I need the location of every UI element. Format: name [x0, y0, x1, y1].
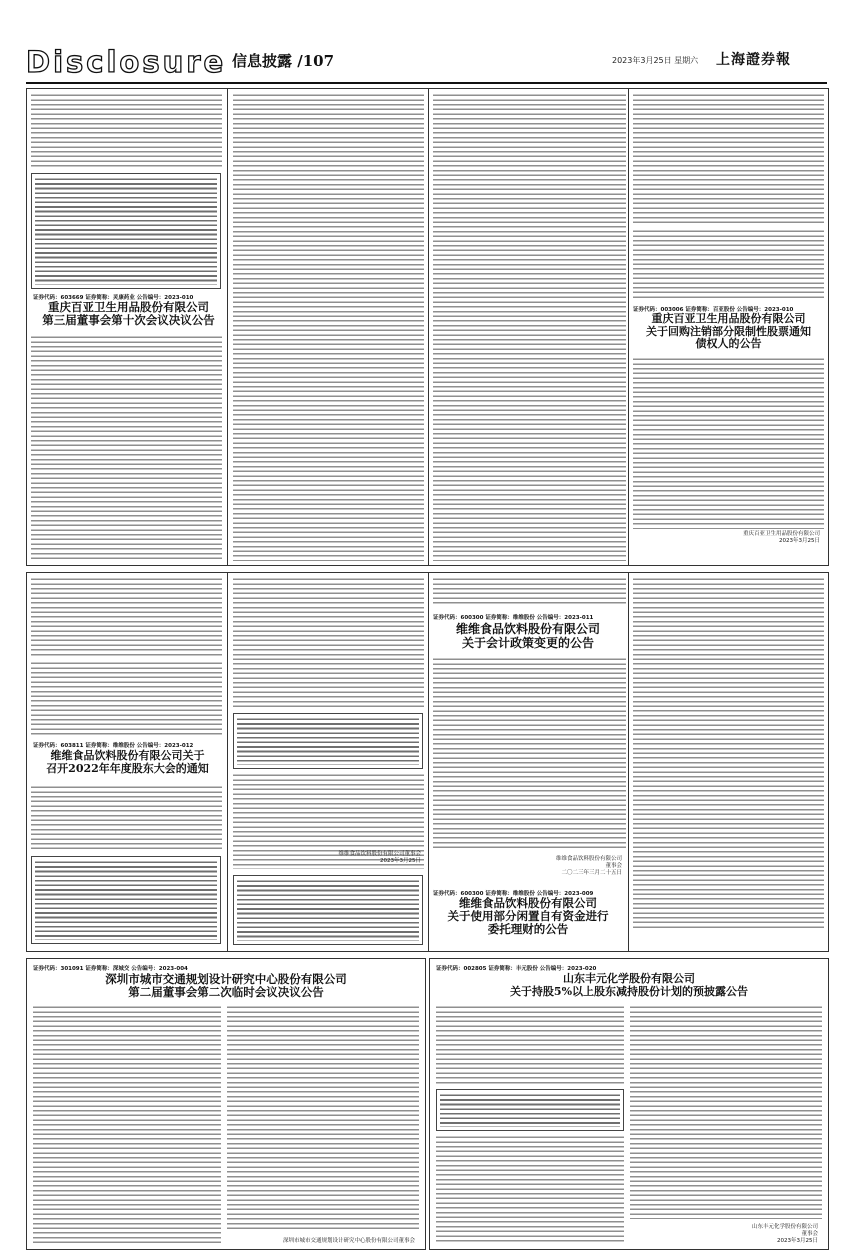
- reduction-plan-table: [436, 1089, 624, 1131]
- announcement-meta: 证券代码：600300 证券简称：维维股份 公告编号：2023-009: [433, 891, 594, 897]
- announcement-body: [433, 657, 626, 851]
- announcement-signature: 重庆百亚卫生用品股份有限公司 2023年3月25日: [742, 531, 820, 545]
- announcement-meta: 证券代码：003006 证券简称：百亚股份 公告编号：2023-010: [633, 307, 794, 313]
- issue-date: 2023年3月25日 星期六: [612, 56, 699, 65]
- announcement-signature: 深圳市城市交通规划设计研究中心股份有限公司董事会: [282, 1237, 415, 1244]
- section-title: 信息披露 /107: [232, 52, 335, 70]
- announcement-title: 维维食品饮料股份有限公司 关于使用部分闲置自有资金进行 委托理财的公告: [447, 896, 609, 937]
- announcement-body: [633, 93, 824, 225]
- agenda-table: [31, 856, 221, 944]
- announcement-body: [31, 785, 222, 851]
- announcement-body: [33, 1005, 221, 1243]
- proxy-form-text: [31, 93, 222, 167]
- top-block: [26, 88, 829, 566]
- announcement-body: [633, 229, 824, 299]
- announcement-title: 重庆百亚卫生用品股份有限公司 第三届董事会第十次会议决议公告: [42, 300, 215, 328]
- column-divider: [428, 89, 429, 565]
- bottom-right-block: [429, 958, 829, 1250]
- announcement-body: [31, 335, 222, 561]
- announcement-body: [433, 577, 626, 607]
- announcement-title: 维维食品饮料股份有限公司 关于会计政策变更的公告: [455, 622, 600, 650]
- announcement-meta: 证券代码：600300 证券简称：维维股份 公告编号：2023-011: [433, 615, 594, 621]
- masthead: [0, 0, 857, 82]
- announcement-meta: 证券代码：301091 证券简称：深城交 公告编号：2023-004: [33, 966, 188, 972]
- announcement-body: [31, 577, 222, 657]
- announcement-body: [436, 1005, 624, 1085]
- announcement-body: [436, 1135, 624, 1243]
- proxy-table: [233, 875, 423, 945]
- announcement-signature: 维维食品饮料股份有限公司 董事会 二〇二三年三月二十五日: [555, 856, 622, 877]
- announcement-body: [227, 1005, 419, 1229]
- announcement-body: [433, 93, 626, 561]
- announcement-body: [233, 577, 424, 707]
- column-divider: [628, 573, 629, 951]
- newspaper-name: 上海證券報: [716, 52, 791, 68]
- bottom-left-block: [26, 958, 426, 1250]
- announcement-signature: 山东丰元化学股份有限公司 董事会 2023年3月25日: [751, 1223, 818, 1244]
- announcement-body: [233, 93, 424, 561]
- announcement-signature: 维维食品饮料股份有限公司董事会 2023年3月25日: [338, 851, 421, 865]
- proxy-form-table: [31, 173, 221, 289]
- announcement-meta: 证券代码：603669 证券简称：灵康药业 公告编号：2023-010: [33, 295, 194, 301]
- announcement-title: 山东丰元化学股份有限公司 关于持股5%以上股东减持股份计划的预披露公告: [509, 972, 749, 998]
- announcement-title: 重庆百亚卫生用品股份有限公司 关于回购注销部分限制性股票通知 债权人的公告: [646, 312, 811, 351]
- announcement-title: 深圳市城市交通规划设计研究中心股份有限公司 第二届董事会第二次临时会议决议公告: [105, 972, 347, 1000]
- announcement-body: [633, 357, 824, 529]
- announcement-meta: 证券代码：603811 证券简称：维维股份 公告编号：2023-012: [33, 743, 194, 749]
- announcement-body: [31, 661, 222, 735]
- brand-logo: Disclosure: [26, 45, 227, 79]
- column-divider: [227, 573, 228, 951]
- agenda-table: [233, 713, 423, 769]
- announcement-title: 维维食品饮料股份有限公司关于 召开2022年年度股东大会的通知: [46, 749, 209, 775]
- masthead-rule: [26, 82, 827, 84]
- column-divider: [227, 89, 228, 565]
- announcement-meta: 证券代码：002805 证券简称：丰元股份 公告编号：2023-020: [436, 966, 597, 972]
- announcement-body: [630, 1005, 822, 1219]
- middle-block: [26, 572, 829, 952]
- announcement-body: [633, 577, 824, 931]
